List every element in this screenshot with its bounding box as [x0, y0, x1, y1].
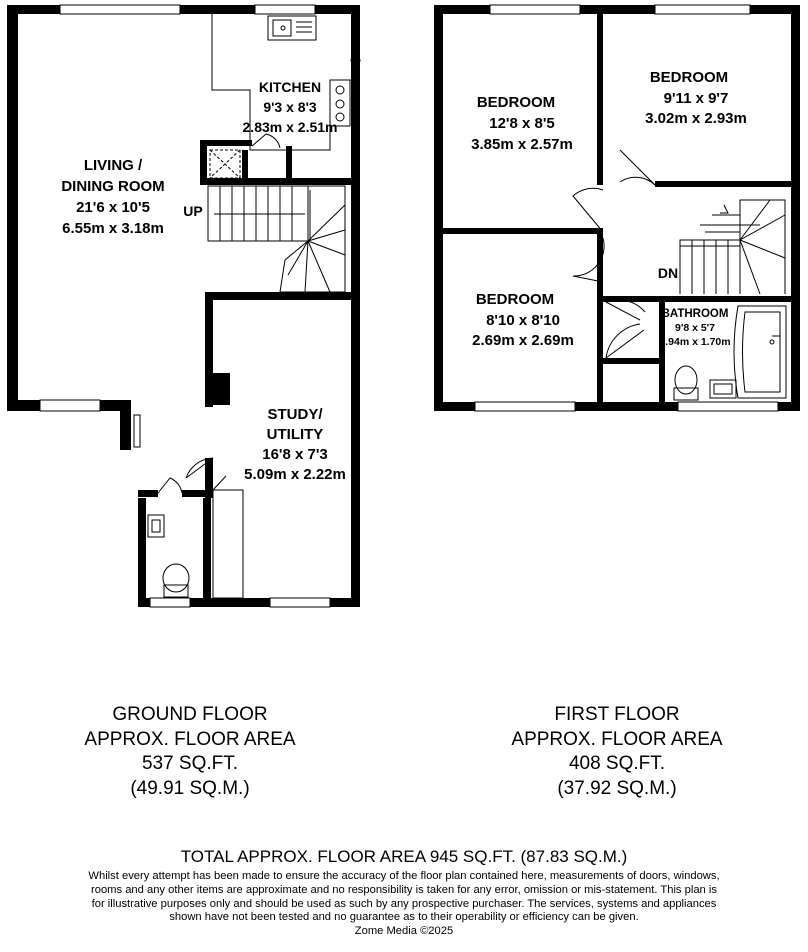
kitchen-imperial: 9'3 x 8'3: [263, 99, 317, 115]
first-floor-caption: [467, 703, 767, 801]
ground-room-labels: [61, 79, 346, 483]
kitchen-metric: 2.83m x 2.51m: [242, 119, 338, 135]
bathroom-metric: 2.94m x 1.70m: [659, 336, 731, 348]
ground-floor-caption: [40, 703, 340, 801]
study-name-line1: STUDY/: [267, 406, 323, 423]
first-room-labels: [471, 69, 747, 349]
ground-hall-doors: [134, 415, 243, 598]
living-room-name-line2: DINING ROOM: [61, 178, 165, 195]
bathroom-name: BATHROOM: [661, 308, 729, 320]
first-floor-plan: [434, 5, 800, 411]
ground-floor-area-label: APPROX. FLOOR AREA: [84, 728, 296, 750]
bedroom-right-imperial: 9'11 x 9'7: [663, 90, 729, 107]
bedroom-bottom-imperial: 8'10 x 8'10: [486, 312, 560, 329]
first-floor-area-sqm: (37.92 SQ.M.): [557, 777, 677, 799]
first-floor-area-label: APPROX. FLOOR AREA: [511, 728, 723, 750]
first-staircase: [680, 200, 785, 294]
living-room-imperial: 21'6 x 10'5: [76, 199, 150, 216]
stairs-up-label: UP: [183, 203, 203, 219]
first-floor-title: FIRST FLOOR: [554, 704, 680, 725]
first-floor-area-sqft: 408 SQ.FT.: [568, 753, 666, 774]
first-landing-doors: [573, 150, 655, 358]
kitchen-name: KITCHEN: [258, 79, 322, 95]
bathroom-fittings: [674, 306, 786, 400]
ground-walls: [7, 5, 360, 607]
ground-floor-area-sqm: (49.91 SQ.M.): [130, 777, 250, 799]
credit-text: Zome Media ©2025: [354, 925, 454, 938]
ground-floor-area-sqft: 537 SQ.FT.: [141, 753, 239, 774]
total-floor-area: TOTAL APPROX. FLOOR AREA 945 SQ.FT. (87.83 SQ.M.): [180, 847, 628, 866]
bedroom-bottom-name: BEDROOM: [475, 291, 555, 308]
ground-floor-title: GROUND FLOOR: [112, 704, 268, 725]
first-windows: [475, 5, 778, 411]
study-imperial: 16'8 x 7'3: [262, 446, 328, 463]
kitchen-fittings: [210, 14, 351, 178]
ground-floor-plan: [7, 5, 360, 607]
living-room-name-line1: LIVING /: [83, 157, 143, 174]
living-room-metric: 6.55m x 3.18m: [62, 220, 164, 237]
bedroom-left-metric: 3.85m x 2.57m: [471, 136, 573, 153]
disclaimer-block: [84, 870, 724, 939]
bedroom-right-name: BEDROOM: [649, 69, 729, 86]
stairs-down-label: DN: [657, 265, 679, 281]
study-name-line2: UTILITY: [266, 426, 324, 443]
ground-windows: [40, 5, 360, 607]
bedroom-bottom-metric: 2.69m x 2.69m: [472, 332, 574, 349]
bedroom-right-metric: 3.02m x 2.93m: [645, 110, 747, 127]
study-metric: 5.09m x 2.22m: [244, 466, 346, 483]
bathroom-imperial: 9'8 x 5'7: [674, 322, 716, 334]
bedroom-left-imperial: 12'8 x 8'5: [489, 115, 555, 132]
ground-staircase: [208, 186, 345, 292]
disclaimer-text: Whilst every attempt has been made to ensure the accuracy of the floor plan contained here, measurements of doors, windows, rooms and any other items are approximate and no responsibility is taken for any error, omission or mis-statement. This plan is for illustrative purposes only and should be used as such by any prospective purchaser. The services, systems and appliances shown have not been tested and no guarantee as to their operability or efficiency can be given.: [88, 870, 720, 924]
bedroom-left-name: BEDROOM: [476, 94, 556, 111]
